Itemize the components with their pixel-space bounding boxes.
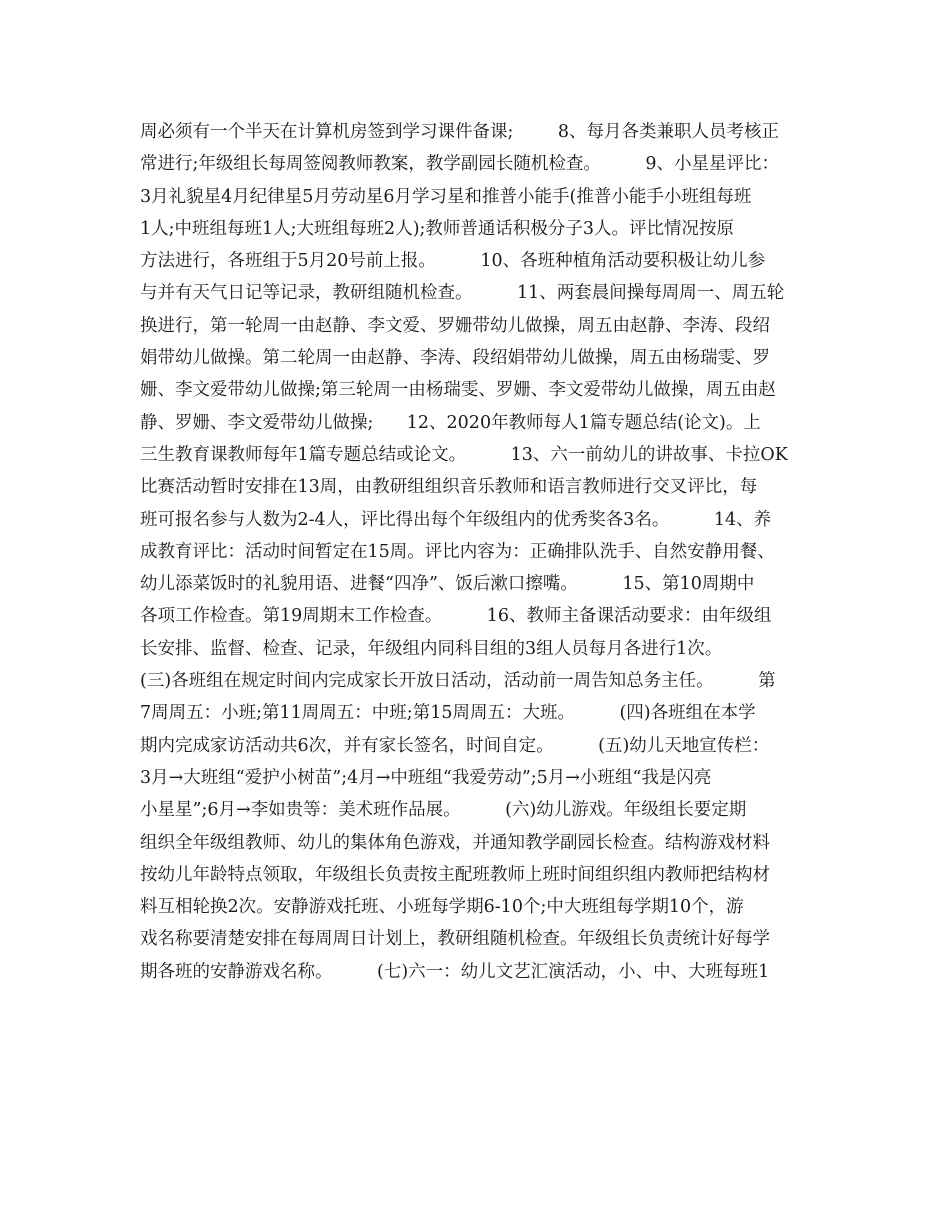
text-line: 3月礼貌星4月纪律星5月劳动星6月学习星和推普小能手(推普小能手小班组每班 bbox=[140, 186, 752, 207]
text-line: (三)各班组在规定时间内完成家长开放日活动，活动前一周告知总务主任。 第 bbox=[140, 671, 776, 692]
text-line: 各项工作检查。第19周期末工作检查。 16、教师主备课活动要求：由年级组 bbox=[140, 606, 772, 627]
text-line: 3月→大班组“爱护小树苗”;4月→中班组“我爱劳动”;5月→小班组“我是闪亮 bbox=[140, 767, 712, 788]
text-line: 小星星”;6月→李如贵等：美术班作品展。 (六)幼儿游戏。年级组长要定期 bbox=[140, 800, 747, 821]
text-line: 周必须有一个半天在计算机房签到学习课件备课; 8、每月各类兼职人员考核正 bbox=[140, 122, 780, 142]
text-line: 期各班的安静游戏名称。 (七)六一：幼儿文艺汇演活动，小、中、大班每班1 bbox=[140, 961, 770, 982]
text-line: 幼儿添菜饭时的礼貌用语、进餐“四净”、饭后漱口擦嘴。 15、第10周期中 bbox=[140, 574, 755, 595]
text-line: 姗、李文爱带幼儿做操;第三轮周一由杨瑞雯、罗姗、李文爱带幼儿做操，周五由赵 bbox=[140, 380, 776, 401]
body-text bbox=[140, 116, 820, 988]
text-line: 成教育评比：活动时间暂定在15周。评比内容为：正确排队洗手、自然安静用餐、 bbox=[140, 541, 775, 562]
text-line: 静、罗姗、李文爱带幼儿做操; 12、2020年教师每人1篇专题总结(论文)。上 bbox=[140, 412, 761, 433]
text-line: 常进行;年级组长每周签阅教师教案，教学副园长随机检查。 9、小星星评比： bbox=[140, 154, 780, 175]
text-line: 换进行，第一轮周一由赵静、李文爱、罗姗带幼儿做操，周五由赵静、李涛、段绍 bbox=[140, 315, 770, 336]
text-line: 方法进行，各班组于5月20号前上报。 10、各班种植角活动要积极让幼儿参 bbox=[140, 251, 766, 272]
text-line: 班可报名参与人数为2-4人，评比得出每个年级组内的优秀奖各3名。 14、养 bbox=[140, 509, 772, 530]
text-line: 1人;中班组每班1人;大班组每班2人);教师普通话积极分子3人。评比情况按原 bbox=[140, 218, 735, 239]
text-line: 戏名称要清楚安排在每周周日计划上，教研组随机检查。年级组长负责统计好每学 bbox=[140, 929, 770, 950]
text-line: 料互相轮换2次。安静游戏托班、小班每学期6-10个;中大班组每学期10个，游 bbox=[140, 897, 744, 918]
text-line: 期内完成家访活动共6次，并有家长签名，时间自定。 (五)幼儿天地宣传栏： bbox=[140, 735, 770, 756]
text-line: 按幼儿年龄特点领取，年级组长负责按主配班教师上班时间组织组内教师把结构材 bbox=[140, 864, 770, 885]
text-line: 比赛活动暂时安排在13周，由教研组组织音乐教师和语言教师进行交叉评比，每 bbox=[140, 477, 758, 498]
text-line: 三生教育课教师每年1篇专题总结或论文。 13、六一前幼儿的讲故事、卡拉OK bbox=[140, 444, 788, 465]
text-line: 组织全年级组教师、幼儿的集体角色游戏，并通知教学副园长检查。结构游戏材料 bbox=[140, 832, 770, 853]
text-line: 娟带幼儿做操。第二轮周一由赵静、李涛、段绍娟带幼儿做操，周五由杨瑞雯、罗 bbox=[140, 348, 770, 369]
text-line: 与并有天气日记等记录，教研组随机检查。 11、两套晨间操每周周一、周五轮 bbox=[140, 283, 785, 304]
text-line: 长安排、监督、检查、记录，年级组内同科目组的3组人员每月各进行1次。 bbox=[140, 638, 723, 659]
text-line: 7周周五：小班;第11周周五：中班;第15周周五：大班。 (四)各班组在本学 bbox=[140, 703, 756, 724]
